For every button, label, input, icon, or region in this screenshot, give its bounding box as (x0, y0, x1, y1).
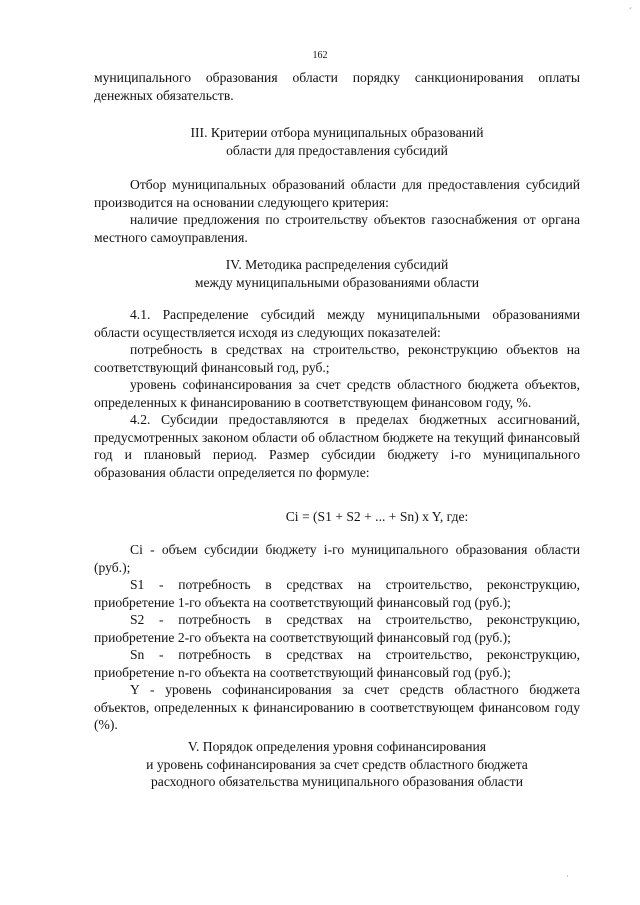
section3-heading (94, 124, 580, 159)
section4-paragraph-2: потребность в средствах на строительство, реконструкцию объектов на соответствующий финансовый год, руб.; (94, 342, 580, 375)
scan-mark: ´ (629, 6, 632, 16)
lead-paragraph (94, 69, 580, 104)
section4-title-line2: между муниципальными образованиями области (194, 274, 480, 290)
definition-y: Y - уровень софинансирования за счет средств областного бюджета объектов, определенных к финансированию в соответствующем финансовом году (%). (94, 682, 580, 732)
section3-title-line2: области для предоставления субсидий (226, 142, 448, 158)
definition-s1: S1 - потребность в средствах на строительство, реконструкцию, приобретение 1-го объекта на соответствующий финансовый год (руб.); (94, 577, 580, 610)
scan-mark: ˙ (566, 874, 569, 884)
page-number: 162 (312, 50, 328, 61)
section4-paragraph-3: уровень софинансирования за счет средств областного бюджета объектов, определенных к финансированию в соответствующем финансовом году, %. (94, 377, 580, 410)
section5-title-line1: V. Порядок определения уровня софинансирования (187, 739, 487, 754)
section5-heading (94, 738, 580, 791)
section4-body (94, 306, 580, 481)
section5-title-line2: и уровень софинансирования за счет средств областного бюджета (146, 756, 528, 772)
formula: Ci = (S1 + S2 + ... + Sn) x Y, где: (285, 509, 469, 524)
definition-sn: Sn - потребность в средствах на строительство, реконструкцию, приобретение n-го объекта на соответствующий финансовый год (руб.); (94, 647, 580, 680)
section5-title-line3: расходного обязательства муниципального образования области (150, 774, 524, 789)
formula-block (94, 508, 620, 526)
section3-body (94, 176, 580, 246)
section3-paragraph-2: наличие предложения по строительству объектов газоснабжения от органа местного самоуправления. (94, 212, 580, 245)
section3-paragraph-1: Отбор муниципальных образований области для предоставления субсидий производится на основании следующего критерия: (94, 177, 580, 210)
definitions (94, 541, 580, 734)
section4-paragraph-1: 4.1. Распределение субсидий между муниципальными образованиями области осуществляется исходя из следующих показателей: (94, 307, 580, 340)
section4-paragraph-4: 4.2. Субсидии предоставляются в пределах бюджетных ассигнований, предусмотренных законом области об областном бюджете на текущий финансовый год и плановый период. Размер субсидии бюджету i-го муниципального образования области определяется по формуле: (94, 412, 580, 480)
section4-title-line1: IV. Методика распределения субсидий (225, 257, 449, 272)
definition-ci: Ci - объем субсидии бюджету i-го муниципального образования области (руб.); (94, 542, 580, 575)
section3-title-line1: III. Критерии отбора муниципальных образований (190, 125, 484, 140)
section4-heading (94, 256, 580, 291)
definition-s2: S2 - потребность в средствах на строительство, реконструкцию, приобретение 2-го объекта на соответствующий финансовый год (руб.); (94, 612, 580, 645)
lead-text: муниципального образования области порядку санкционирования оплаты денежных обязательств. (94, 70, 580, 103)
